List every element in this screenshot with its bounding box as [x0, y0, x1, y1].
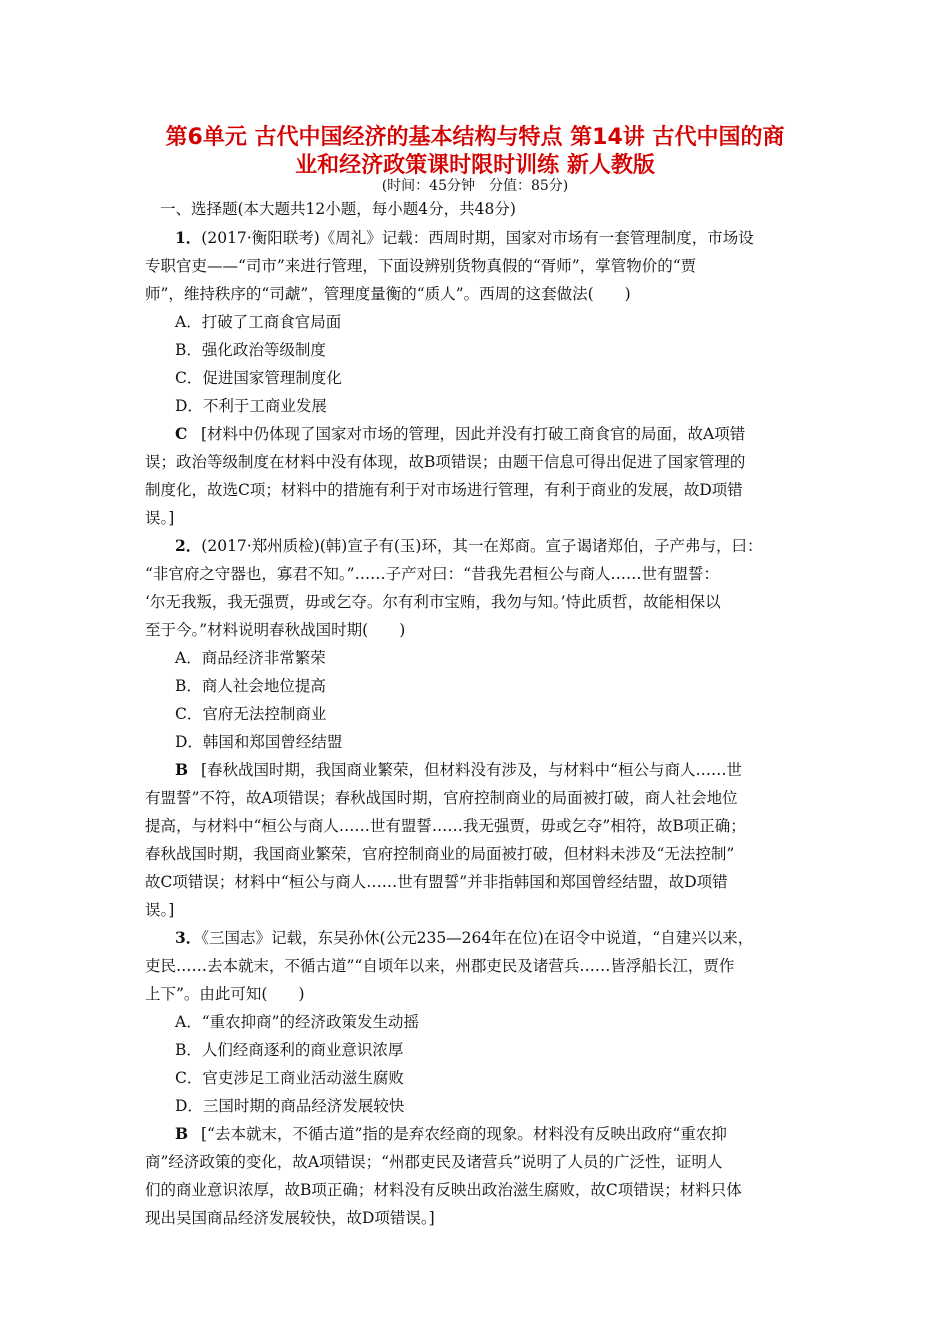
q3-option-a: A．“重农抑商”的经济政策发生动摇 [175, 1013, 420, 1031]
document-title-line-1: 第6单元 古代中国经济的基本结构与特点 第14讲 古代中国的商 [165, 125, 785, 150]
q1-number: 1． [175, 228, 202, 247]
q2-number: 2． [175, 536, 202, 555]
q1-option-d: D．不利于工商业发展 [175, 397, 327, 415]
q2-explain-line-1: B [春秋战国时期，我国商业繁荣，但材料没有涉及，与材料中“桓公与商人……世 [175, 760, 742, 779]
q2-option-b: B．商人社会地位提高 [175, 677, 326, 695]
q2-stem-line-3: ‘尔无我叛，我无强贾，毋或乞夺。尔有利市宝贿，我勿与知。’恃此质哲，故能相保以 [145, 593, 721, 611]
q3-number: 3． [175, 928, 202, 947]
q1-option-a: A．打破了工商食官局面 [175, 313, 342, 331]
q2-explain-line-6: 误。] [145, 901, 175, 919]
document-title-line-2: 业和经济政策课时限时训练 新人教版 [295, 153, 655, 178]
q2-option-d: D．韩国和郑国曾经结盟 [175, 733, 343, 751]
q3-stem-line-2: 吏民……去本就末，不循古道”“自顷年以来，州郡吏民及诸营兵……皆浮船长江，贾作 [145, 957, 735, 975]
q1-explain-line-1: C [材料中仍体现了国家对市场的管理，因此并没有打破工商食官的局面，故A项错 [175, 424, 746, 443]
q1-stem-line-2: 专职官吏——“司市”来进行管理，下面设辨别货物真假的“胥师”，掌管物价的“贾 [145, 257, 697, 275]
q2-explain-line-4: 春秋战国时期，我国商业繁荣，官府控制商业的局面被打破，但材料未涉及“无法控制” [145, 845, 735, 863]
q3-stem-line-1: 3．《三国志》记载，东吴孙休(公元235—264年在位)在诏令中说道，“自建兴以来， [175, 928, 754, 947]
q3-option-d: D．三国时期的商品经济发展较快 [175, 1097, 405, 1115]
q1-stem-line-1: 1．(2017·衡阳联考)《周礼》记载：西周时期，国家对市场有一套管理制度，市场设 [175, 228, 754, 247]
q3-stem-line-3: 上下”。由此可知( ) [145, 985, 305, 1003]
q3-explain-line-4: 现出吴国商品经济发展较快，故D项错误。] [145, 1209, 435, 1227]
q2-option-c: C．官府无法控制商业 [175, 705, 327, 723]
q2-explain-line-2: 有盟誓”不符，故A项错误；春秋战国时期，官府控制商业的局面被打破，商人社会地位 [145, 789, 738, 807]
q2-stem-line-1: 2．(2017·郑州质检)(韩)宣子有(玉)环，其一在郑商。宣子谒诸郑伯，子产弗与，曰： [175, 536, 763, 555]
q3-explain-line-3: 们的商业意识浓厚，故B项正确；材料没有反映出政治滋生腐败，故C项错误；材料只体 [145, 1181, 742, 1199]
q1-answer: C [175, 424, 188, 443]
q2-stem-line-4: 至于今。”材料说明春秋战国时期( ) [145, 621, 406, 639]
time-score-info: (时间：45分钟 分值：85分) [381, 178, 569, 194]
q3-explain-line-1: B [“去本就末，不循古道”指的是弃农经商的现象。材料没有反映出政府“重农抑 [175, 1124, 727, 1143]
q1-option-c: C．促进国家管理制度化 [175, 369, 342, 387]
q2-explain-line-3: 提高，与材料中“桓公与商人……世有盟誓……我无强贾，毋或乞夺”相符，故B项正确； [145, 817, 746, 835]
q1-stem-line-3: 师”，维持秩序的“司虣”，管理度量衡的“质人”。西周的这套做法( ) [145, 285, 631, 303]
q1-explain-line-3: 制度化，故选C项；材料中的措施有利于对市场进行管理，有利于商业的发展，故D项错 [145, 481, 743, 499]
q3-option-b: B．人们经商逐利的商业意识浓厚 [175, 1041, 404, 1059]
q2-option-a: A．商品经济非常繁荣 [175, 649, 326, 667]
q1-option-b: B．强化政治等级制度 [175, 341, 326, 359]
q3-option-c: C．官吏涉足工商业活动滋生腐败 [175, 1069, 404, 1087]
q2-explain-line-5: 故C项错误；材料中“桓公与商人……世有盟誓”并非指韩国和郑国曾经结盟，故D项错 [145, 873, 728, 891]
q2-stem-line-2: “非官府之守器也，寡君不知。”……子产对曰：“昔我先君桓公与商人……世有盟誓： [145, 565, 720, 583]
section-heading: 一、选择题(本大题共12小题，每小题4分，共48分) [160, 200, 516, 218]
q1-explain-line-4: 误。] [145, 509, 175, 527]
q3-explain-line-2: 商”经济政策的变化，故A项错误；“州郡吏民及诸营兵”说明了人员的广泛性，证明人 [145, 1153, 723, 1171]
q1-explain-line-2: 误；政治等级制度在材料中没有体现，故B项错误；由题干信息可得出促进了国家管理的 [145, 453, 746, 471]
q3-answer: B [175, 1124, 189, 1143]
q2-answer: B [175, 760, 189, 779]
